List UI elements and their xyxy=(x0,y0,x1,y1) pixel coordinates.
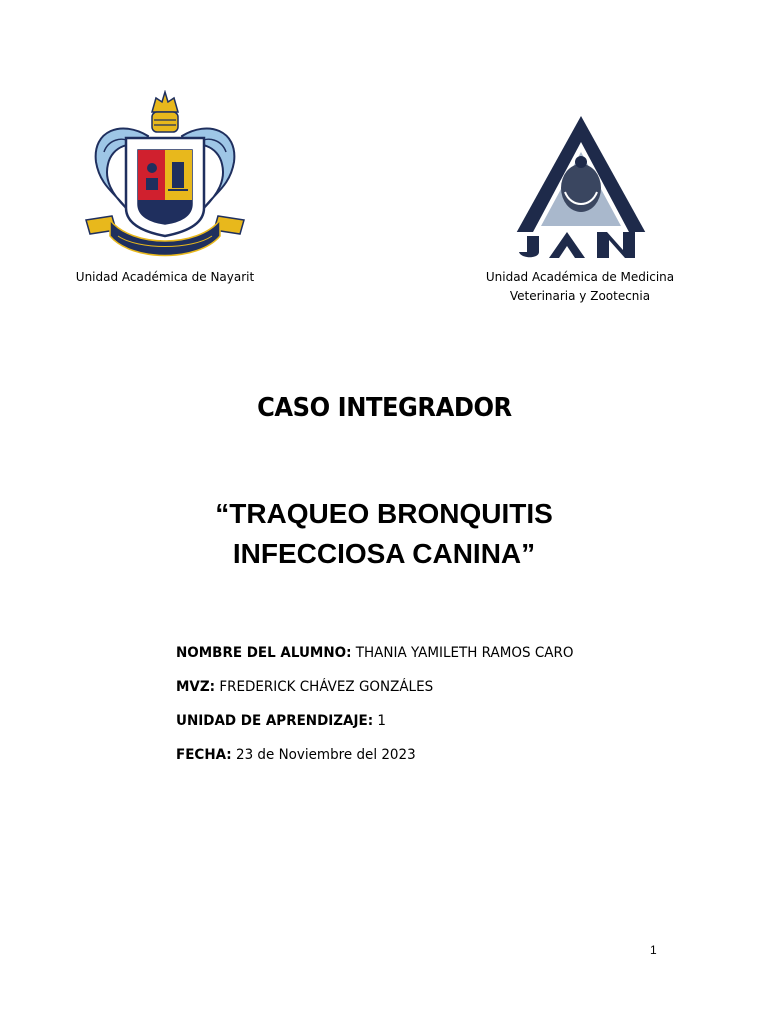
student-name-row xyxy=(176,642,660,676)
subtitle-line-2: INFECCIOSA CANINA” xyxy=(232,538,536,569)
unit-value: 1 xyxy=(377,713,387,729)
student-value: THANIA YAMILETH RAMOS CARO xyxy=(355,645,574,661)
mvz-value: FREDERICK CHÁVEZ GONZÁLES xyxy=(219,679,434,695)
unit-row xyxy=(176,710,660,744)
document-info-block xyxy=(176,642,696,778)
left-caption-text: Unidad Académica de Nayarit xyxy=(75,270,255,284)
student-label: NOMBRE DEL ALUMNO: xyxy=(176,645,352,661)
left-institution-caption xyxy=(60,268,270,287)
mvz-row xyxy=(176,676,660,710)
mvz-label: MVZ: xyxy=(176,679,216,695)
right-institution-caption xyxy=(478,268,682,306)
date-row xyxy=(176,744,660,778)
date-label: FECHA: xyxy=(176,747,232,763)
subtitle-line-1: “TRAQUEO BRONQUITIS xyxy=(215,498,553,529)
unit-label: UNIDAD DE APRENDIZAJE: xyxy=(176,713,374,729)
right-caption-line-2: Veterinaria y Zootecnia xyxy=(509,289,651,303)
document-title: CASO INTEGRADOR xyxy=(257,393,512,423)
page-number: 1 xyxy=(650,943,657,957)
document-subtitle xyxy=(0,494,768,574)
right-caption-line-1: Unidad Académica de Medicina xyxy=(485,270,675,284)
jan-triangle-logo xyxy=(505,112,657,262)
uan-shield-logo xyxy=(82,90,248,260)
date-value: 23 de Noviembre del 2023 xyxy=(235,747,416,763)
